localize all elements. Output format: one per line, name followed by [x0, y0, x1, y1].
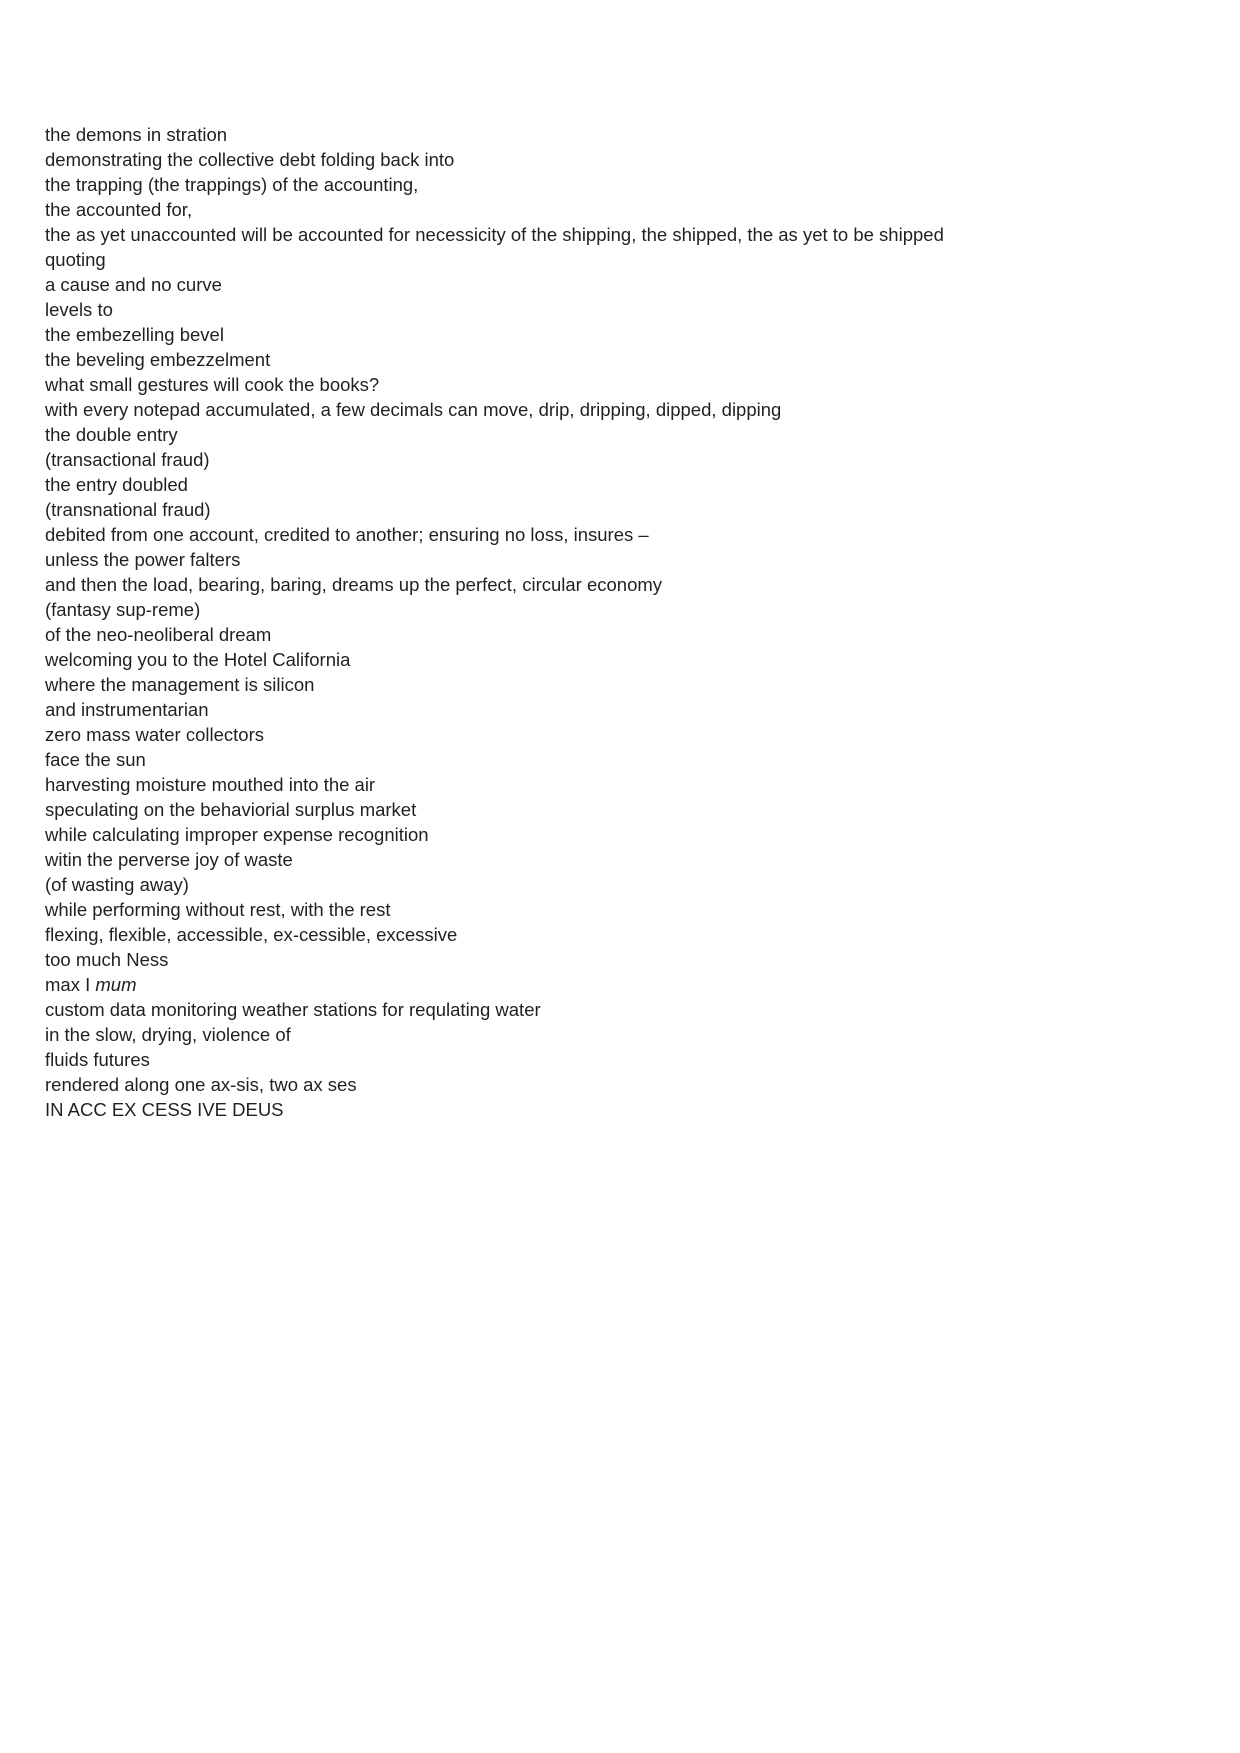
poem-line: in the slow, drying, violence of [45, 1024, 291, 1045]
poem-line: zero mass water collectors [45, 724, 264, 745]
poem-line: of the neo-neoliberal dream [45, 624, 272, 645]
poem-line: quoting [45, 249, 106, 270]
poem-line: rendered along one ax-sis, two ax ses [45, 1074, 357, 1095]
poem-line: a cause and no curve [45, 274, 222, 295]
poem-line: and instrumentarian [45, 699, 209, 720]
poem-line-text: max I [45, 974, 91, 995]
poem-line: witin the perverse joy of waste [45, 849, 293, 870]
poem-line: face the sun [45, 749, 146, 770]
poem-line: levels to [45, 299, 113, 320]
poem-line: while performing without rest, with the rest [45, 899, 391, 920]
poem-line: the entry doubled [45, 474, 188, 495]
poem-line: (transnational fraud) [45, 499, 211, 520]
poem-line: the trapping (the trappings) of the accounting, [45, 174, 419, 195]
poem-line: fluids futures [45, 1049, 150, 1070]
poem-line: the double entry [45, 424, 178, 445]
poem-line: demonstrating the collective debt folding back into [45, 149, 455, 170]
poem-line: debited from one account, credited to another; ensuring no loss, insures – [45, 524, 649, 545]
poem-line: the beveling embezzelment [45, 349, 271, 370]
poem-line: flexing, flexible, accessible, ex-cessible, excessive [45, 924, 458, 945]
poem-line: while calculating improper expense recognition [45, 824, 429, 845]
italic-fragment: mum [95, 974, 137, 995]
poem-line: unless the power falters [45, 549, 241, 570]
poem-line: and then the load, bearing, baring, dreams up the perfect, circular economy [45, 574, 663, 595]
poem-line: speculating on the behaviorial surplus market [45, 799, 417, 820]
poem-line: IN ACC EX CESS IVE DEUS [45, 1099, 284, 1120]
poem-line: welcoming you to the Hotel California [45, 649, 351, 670]
poem-line: what small gestures will cook the books? [45, 374, 380, 395]
poem-line-max-imum [45, 972, 1195, 997]
poem-line: with every notepad accumulated, a few decimals can move, drip, dripping, dipped, dipping [45, 399, 782, 420]
poem-line: the demons in stration [45, 124, 228, 145]
poem-line: the accounted for, [45, 199, 193, 220]
poem-text [45, 122, 1195, 1122]
poem-line: the as yet unaccounted will be accounted for necessicity of the shipping, the shipped, the as yet to be shipped [45, 224, 944, 245]
poem-line: (fantasy sup-reme) [45, 599, 201, 620]
poem-line: where the management is silicon [45, 674, 315, 695]
poem-line: (transactional fraud) [45, 449, 210, 470]
poem-line: the embezelling bevel [45, 324, 224, 345]
poem-line: (of wasting away) [45, 874, 189, 895]
poem-line: custom data monitoring weather stations for requlating water [45, 999, 541, 1020]
poem-line: harvesting moisture mouthed into the air [45, 774, 376, 795]
poem-line: too much Ness [45, 949, 169, 970]
